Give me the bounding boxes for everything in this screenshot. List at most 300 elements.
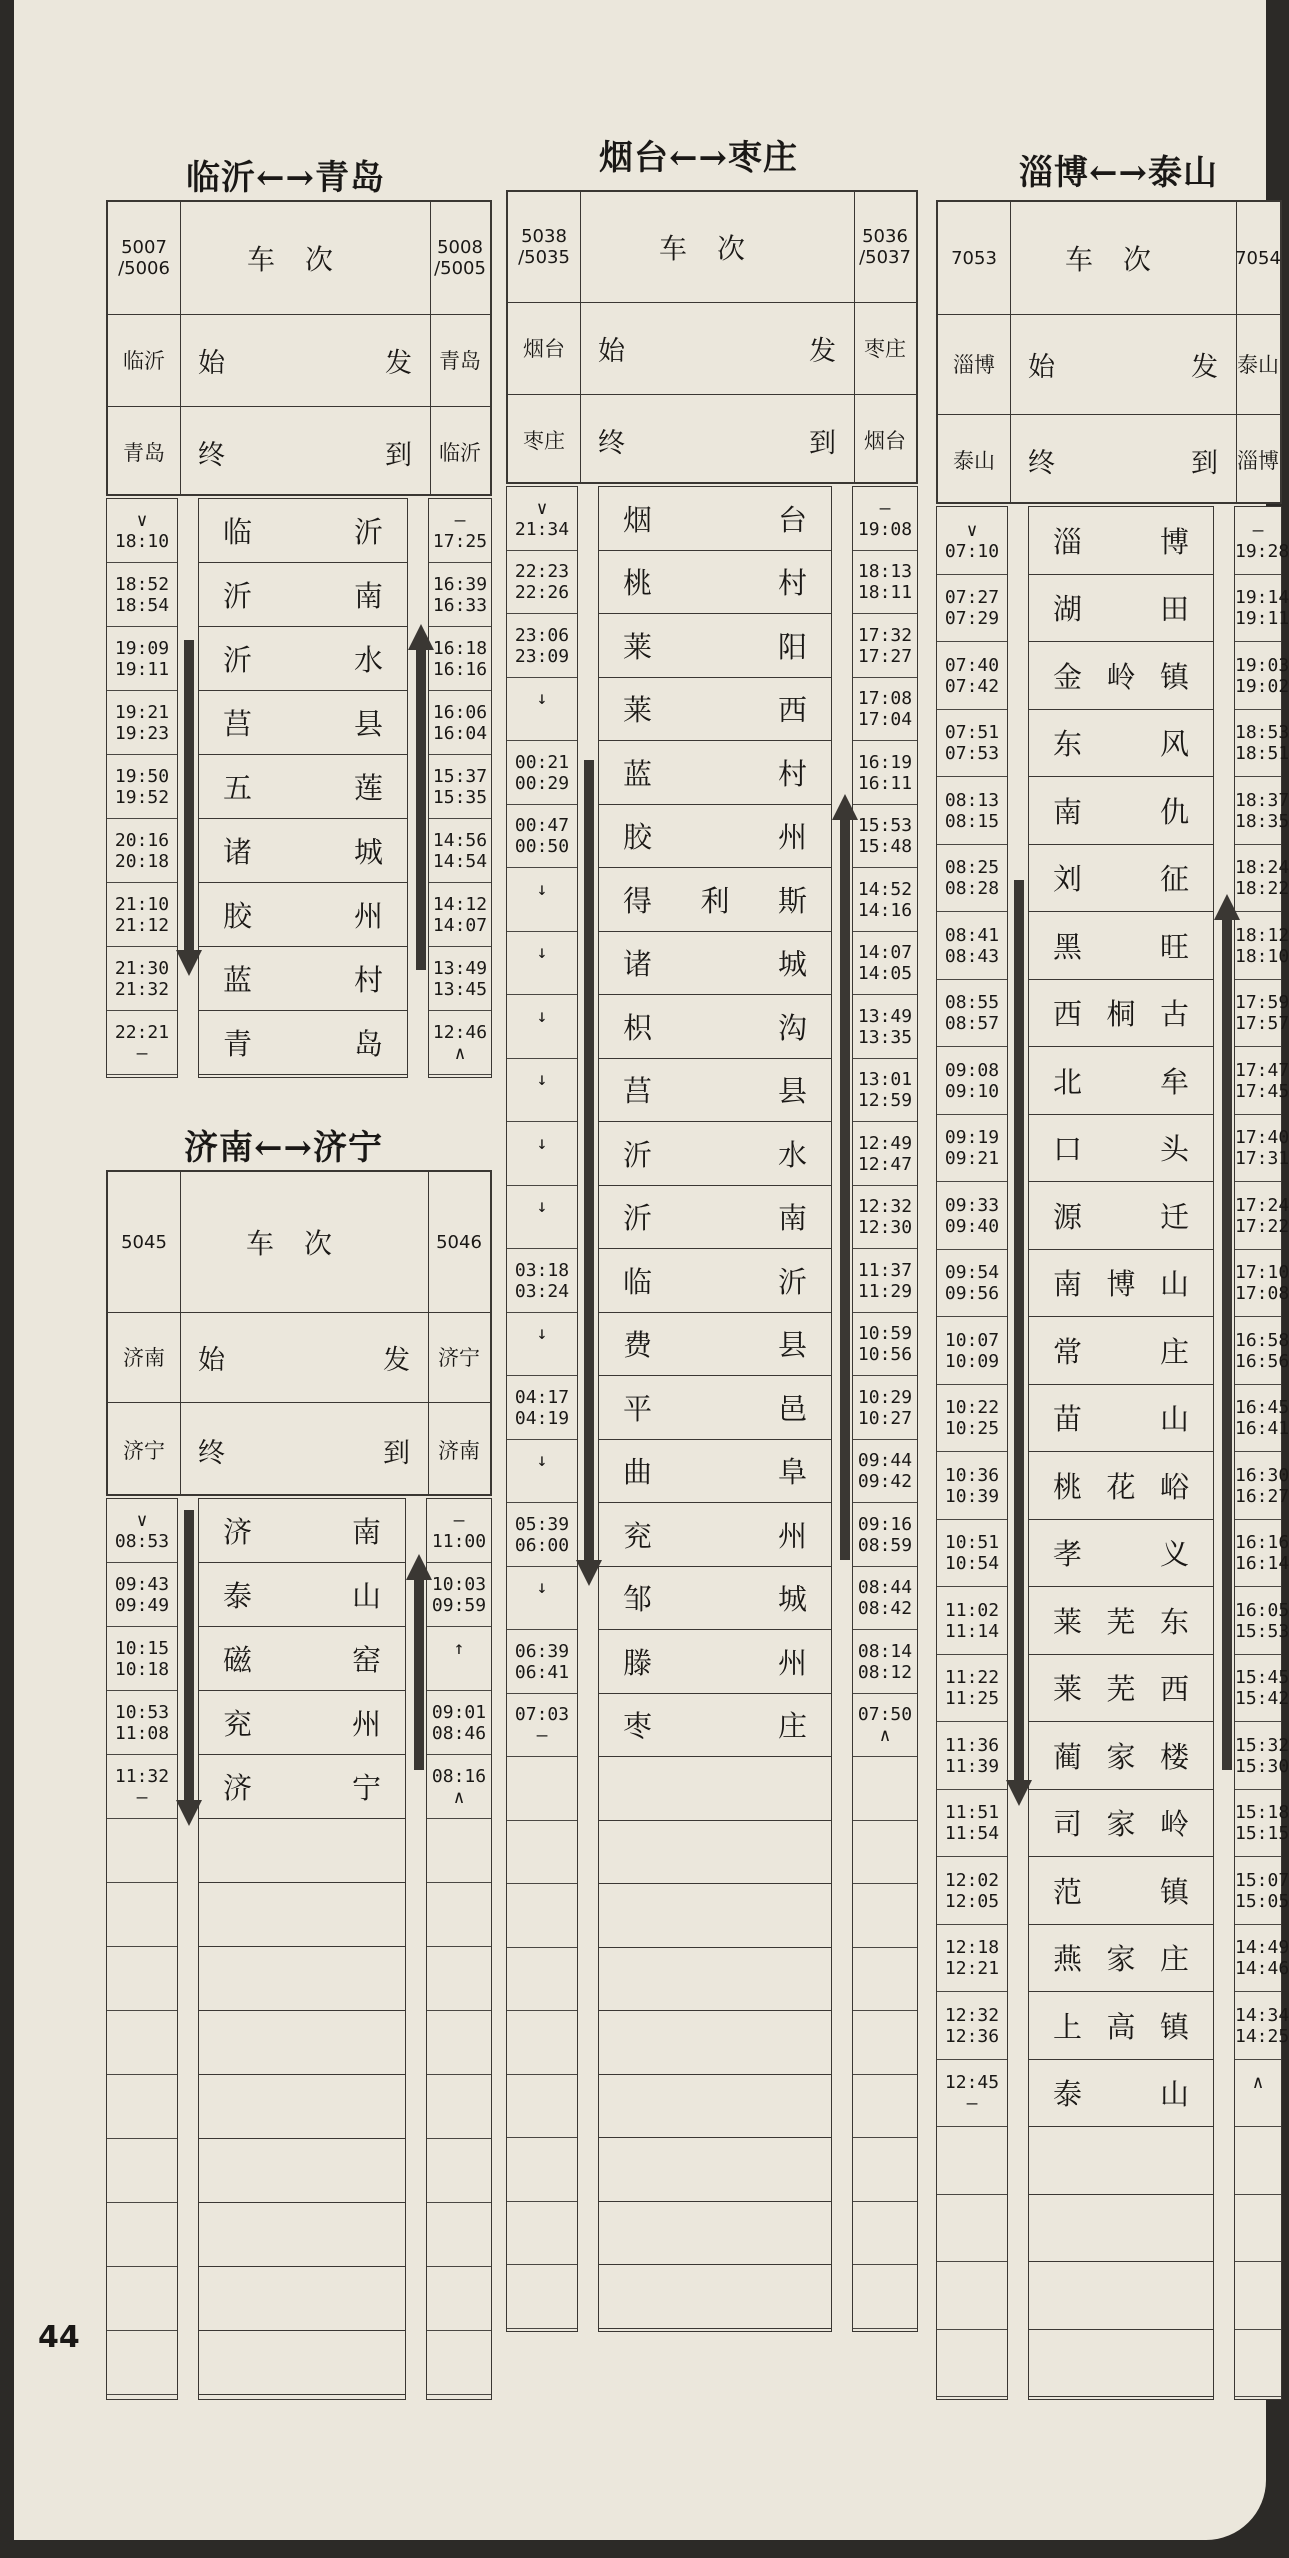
destination-right-station: 临沂 <box>439 441 481 465</box>
right-train-number: 5046 <box>436 1231 482 1253</box>
left-time-cell: 10:15 10:18 <box>107 1627 177 1691</box>
arrow-head-icon <box>832 794 858 820</box>
station-name-char: 孝 <box>1053 1537 1083 1572</box>
destination-label-char: 终 <box>198 439 225 471</box>
station-name-char: 征 <box>1159 862 1189 897</box>
station-范镇 <box>1029 1857 1213 1925</box>
left-time-cell <box>507 1757 577 1821</box>
station-name-char: 范 <box>1053 1874 1083 1909</box>
right-time-cell <box>427 2331 491 2395</box>
right-time-cell: 09:01 08:46 <box>427 1691 491 1755</box>
destination-label-char: 到 <box>809 427 836 459</box>
station-cell <box>199 2139 405 2203</box>
station-name-char: 上 <box>1053 2009 1083 2044</box>
station-name-char: 得 <box>623 883 653 918</box>
right-time-cell: 18:13 18:11 <box>853 551 917 615</box>
left-time-column <box>106 1498 178 2400</box>
right-time-cell <box>427 2011 491 2075</box>
station-name-char: 南 <box>1053 794 1083 829</box>
right-time-cell <box>853 2138 917 2202</box>
station-name-char: 沂 <box>623 1201 653 1236</box>
station-name-char: 邹 <box>623 1582 653 1617</box>
station-name-char: 水 <box>353 643 383 677</box>
station-name-char: 桃 <box>1053 1469 1083 1504</box>
station-name-char: 蓝 <box>623 756 653 791</box>
right-time-cell: ↑ <box>427 1627 491 1691</box>
right-time-cell: 17:47 17:45 <box>1235 1047 1281 1115</box>
station-name-char: 枳 <box>623 1010 653 1045</box>
left-time-cell: 20:16 20:18 <box>107 819 177 883</box>
left-time-cell: 19:50 19:52 <box>107 755 177 819</box>
station-name-char: 阳 <box>777 629 807 664</box>
left-train-number: 5038 /5035 <box>518 226 570 268</box>
arrow-head-icon <box>1006 1780 1032 1806</box>
arrow-head-icon <box>576 1560 602 1586</box>
right-time-cell <box>427 1819 491 1883</box>
station-cell <box>199 1819 405 1883</box>
destination-label-char: 到 <box>385 439 412 471</box>
right-time-cell: 16:45 16:41 <box>1235 1385 1281 1453</box>
station-口头 <box>1029 1115 1213 1183</box>
left-time-cell <box>937 2262 1007 2330</box>
origin-label-char: 发 <box>383 1344 410 1376</box>
left-time-cell: 07:27 07:29 <box>937 575 1007 643</box>
right-time-cell: 12:32 12:30 <box>853 1186 917 1250</box>
station-name-char: 司 <box>1053 1807 1083 1842</box>
right-time-cell: 10:59 10:56 <box>853 1313 917 1377</box>
station-name-char: 磁 <box>223 1643 253 1677</box>
station-name-char: 峪 <box>1159 1469 1189 1504</box>
right-time-cell: 14:34 14:25 <box>1235 1992 1281 2060</box>
right-time-cell <box>427 2075 491 2139</box>
right-time-cell: 17:59 17:57 <box>1235 980 1281 1048</box>
left-time-cell: ↓ <box>507 932 577 996</box>
left-time-cell: 12:32 12:36 <box>937 1992 1007 2060</box>
left-time-cell: 12:45 – <box>937 2060 1007 2128</box>
station-name-char: 山 <box>1159 2077 1189 2112</box>
station-蓝村 <box>199 947 407 1011</box>
station-name-char: 利 <box>700 883 730 918</box>
origin-right-station: 泰山 <box>1237 353 1279 377</box>
left-time-cell <box>507 1948 577 2012</box>
station-cell <box>199 1883 405 1947</box>
station-name-char: 庄 <box>1159 1334 1189 1369</box>
section-title: 淄博←→泰山 <box>1019 153 1218 193</box>
station-name-char: 西 <box>1053 997 1083 1032</box>
left-time-cell <box>507 1884 577 1948</box>
station-莒县 <box>199 691 407 755</box>
timetable-header <box>506 190 918 484</box>
right-time-cell: 12:46 ∧ <box>429 1011 491 1075</box>
right-time-cell: 16:18 16:16 <box>429 627 491 691</box>
station-南博山 <box>1029 1250 1213 1318</box>
station-name-char: 家 <box>1106 1942 1136 1977</box>
station-name-char: 南 <box>1053 1267 1083 1302</box>
right-time-cell: 17:08 17:04 <box>853 678 917 742</box>
right-train-number: 5008 /5005 <box>434 237 486 279</box>
left-time-cell <box>937 2195 1007 2263</box>
station-name-char: 牟 <box>1159 1064 1189 1099</box>
station-name-char: 州 <box>777 1645 807 1680</box>
right-time-cell: 13:01 12:59 <box>853 1059 917 1123</box>
station-cell <box>199 2331 405 2395</box>
origin-label-char: 发 <box>385 347 412 379</box>
station-name-char: 西 <box>1159 1672 1189 1707</box>
left-time-cell <box>937 2330 1007 2398</box>
left-time-cell <box>507 2265 577 2329</box>
left-time-cell: 11:36 11:39 <box>937 1722 1007 1790</box>
station-name-char: 胶 <box>623 820 653 855</box>
left-time-cell: 08:25 08:28 <box>937 845 1007 913</box>
station-源迁 <box>1029 1182 1213 1250</box>
station-name-char: 山 <box>1159 1402 1189 1437</box>
right-time-cell <box>1235 2262 1281 2330</box>
station-name-char: 诸 <box>223 835 253 869</box>
left-time-cell: 07:51 07:53 <box>937 710 1007 778</box>
right-time-cell: 17:24 17:22 <box>1235 1182 1281 1250</box>
right-time-cell: 17:10 17:08 <box>1235 1250 1281 1318</box>
origin-label-char: 始 <box>598 335 625 367</box>
station-cell <box>599 1948 831 2012</box>
station-cell <box>199 2075 405 2139</box>
station-name-char: 兖 <box>223 1707 253 1741</box>
station-name-char: 州 <box>353 899 383 933</box>
station-name-char: 泰 <box>223 1579 253 1613</box>
station-name-char: 金 <box>1053 659 1083 694</box>
station-平邑 <box>599 1376 831 1440</box>
left-time-cell: ↓ <box>507 1122 577 1186</box>
timetable-header <box>106 200 492 496</box>
left-time-cell: 03:18 03:24 <box>507 1249 577 1313</box>
station-cell <box>1029 2262 1213 2330</box>
right-time-cell <box>853 2075 917 2139</box>
right-time-column <box>426 1498 492 2400</box>
station-name-char: 古 <box>1159 997 1189 1032</box>
left-time-cell: 09:08 09:10 <box>937 1047 1007 1115</box>
right-time-cell: 15:37 15:35 <box>429 755 491 819</box>
station-name-char: 县 <box>353 707 383 741</box>
right-time-cell <box>853 2011 917 2075</box>
left-time-cell: 19:21 19:23 <box>107 691 177 755</box>
train-number-label: 车次 <box>658 232 775 265</box>
station-桃村 <box>599 551 831 615</box>
right-time-cell: – 11:00 <box>427 1499 491 1563</box>
station-column <box>598 486 832 2332</box>
right-time-cell <box>427 2203 491 2267</box>
origin-label <box>1010 314 1236 414</box>
station-name-char: 迁 <box>1159 1199 1189 1234</box>
right-time-cell: 18:24 18:22 <box>1235 845 1281 913</box>
station-name-char: 五 <box>223 771 253 805</box>
destination-label-char: 终 <box>1028 447 1055 479</box>
destination-left-station: 泰山 <box>953 449 995 473</box>
station-cell <box>599 2202 831 2266</box>
destination-label-char: 到 <box>383 1437 410 1469</box>
right-time-cell <box>1235 2195 1281 2263</box>
station-name-char: 斯 <box>777 883 807 918</box>
right-time-column <box>428 498 492 1078</box>
station-name-char: 平 <box>623 1391 653 1426</box>
left-time-cell: 06:39 06:41 <box>507 1630 577 1694</box>
station-name-char: 义 <box>1159 1537 1189 1572</box>
left-time-cell <box>107 2011 177 2075</box>
station-济宁 <box>199 1755 405 1819</box>
station-name-char: 岭 <box>1106 659 1136 694</box>
station-name-char: 芜 <box>1106 1604 1136 1639</box>
destination-label <box>180 406 430 498</box>
station-name-char: 庄 <box>777 1709 807 1744</box>
station-cell <box>599 1757 831 1821</box>
right-time-cell: – 19:28 <box>1235 507 1281 575</box>
origin-left-station: 淄博 <box>953 353 995 377</box>
right-time-cell <box>427 2267 491 2331</box>
destination-label <box>180 1402 428 1498</box>
train-number-label: 车次 <box>1064 243 1181 276</box>
left-time-cell: 04:17 04:19 <box>507 1376 577 1440</box>
station-name-char: 莱 <box>1053 1604 1083 1639</box>
origin-right-station: 枣庄 <box>864 337 906 361</box>
station-name-char: 莱 <box>623 693 653 728</box>
left-time-cell: ∨ 21:34 <box>507 487 577 551</box>
station-枣庄 <box>599 1694 831 1758</box>
right-time-cell <box>853 1821 917 1885</box>
left-time-cell: 09:54 09:56 <box>937 1250 1007 1318</box>
left-time-cell: 10:51 10:54 <box>937 1520 1007 1588</box>
left-time-cell: 10:07 10:09 <box>937 1317 1007 1385</box>
right-time-cell: 08:44 08:42 <box>853 1567 917 1631</box>
right-time-column <box>852 486 918 2332</box>
station-name-char: 泰 <box>1053 2077 1083 2112</box>
station-五莲 <box>199 755 407 819</box>
station-常庄 <box>1029 1317 1213 1385</box>
left-time-cell: 11:51 11:54 <box>937 1790 1007 1858</box>
station-上高镇 <box>1029 1992 1213 2060</box>
right-train-number: 5036 /5037 <box>859 226 911 268</box>
station-name-char: 烟 <box>623 502 653 537</box>
origin-left-station: 临沂 <box>123 349 165 373</box>
station-name-char: 县 <box>777 1328 807 1363</box>
origin-label-char: 始 <box>1028 351 1055 383</box>
left-time-cell <box>107 1883 177 1947</box>
right-time-cell: 13:49 13:45 <box>429 947 491 1011</box>
right-time-cell: 14:56 14:54 <box>429 819 491 883</box>
left-time-cell: ↓ <box>507 868 577 932</box>
right-time-cell: 08:16 ∧ <box>427 1755 491 1819</box>
right-time-cell: 16:05 15:53 <box>1235 1587 1281 1655</box>
left-time-cell <box>107 2203 177 2267</box>
station-黑旺 <box>1029 912 1213 980</box>
station-name-char: 州 <box>777 820 807 855</box>
left-time-cell: 00:47 00:50 <box>507 805 577 869</box>
left-time-cell: ↓ <box>507 1186 577 1250</box>
downward-direction-arrow <box>184 1510 194 1800</box>
right-time-cell: 15:45 15:42 <box>1235 1655 1281 1723</box>
left-time-cell <box>507 2011 577 2075</box>
destination-label-char: 终 <box>598 427 625 459</box>
right-time-cell: 14:07 14:05 <box>853 932 917 996</box>
station-cell <box>599 1821 831 1885</box>
right-time-cell: 14:52 14:16 <box>853 868 917 932</box>
station-name-char: 沂 <box>223 579 253 613</box>
right-train-number: 7054 <box>1235 247 1281 269</box>
station-诸城 <box>199 819 407 883</box>
station-name-char: 桃 <box>623 566 653 601</box>
section-title: 济南←→济宁 <box>184 1128 383 1168</box>
right-time-column <box>1234 506 1289 2400</box>
station-name-char: 风 <box>1159 727 1189 762</box>
destination-label <box>1010 414 1236 506</box>
left-time-cell <box>507 2202 577 2266</box>
station-曲阜 <box>599 1440 831 1504</box>
station-烟台 <box>599 487 831 551</box>
left-time-cell: 21:10 21:12 <box>107 883 177 947</box>
left-time-cell: 09:43 09:49 <box>107 1563 177 1627</box>
station-name-char: 沂 <box>623 1137 653 1172</box>
station-name-char: 家 <box>1106 1739 1136 1774</box>
origin-right-station: 济宁 <box>438 1346 480 1370</box>
station-column <box>198 1498 406 2400</box>
station-沂水 <box>599 1122 831 1186</box>
right-time-cell: 18:37 18:35 <box>1235 777 1281 845</box>
left-time-cell <box>507 2075 577 2139</box>
page-number: 44 <box>38 2320 80 2355</box>
right-time-cell <box>1235 2127 1281 2195</box>
station-name-char: 邑 <box>777 1391 807 1426</box>
left-time-column <box>106 498 178 1078</box>
origin-label <box>580 302 854 394</box>
station-name-char: 滕 <box>623 1645 653 1680</box>
right-time-cell: 15:32 15:30 <box>1235 1722 1281 1790</box>
origin-left-station: 济南 <box>123 1346 165 1370</box>
right-time-cell <box>853 2202 917 2266</box>
left-time-cell: 09:19 09:21 <box>937 1115 1007 1183</box>
right-time-cell: – 17:25 <box>429 499 491 563</box>
station-name-char: 枣 <box>623 1709 653 1744</box>
station-name-char: 东 <box>1053 727 1083 762</box>
destination-right-station: 淄博 <box>1237 449 1279 473</box>
right-time-cell: 16:16 16:14 <box>1235 1520 1281 1588</box>
arrow-head-icon <box>176 1800 202 1826</box>
station-苗山 <box>1029 1385 1213 1453</box>
left-time-cell: 18:52 18:54 <box>107 563 177 627</box>
station-北牟 <box>1029 1047 1213 1115</box>
left-time-cell: 19:09 19:11 <box>107 627 177 691</box>
downward-direction-arrow <box>184 640 194 950</box>
left-time-column <box>936 506 1008 2400</box>
left-time-cell: 00:21 00:29 <box>507 741 577 805</box>
right-time-cell: 10:03 09:59 <box>427 1563 491 1627</box>
left-time-cell <box>107 1819 177 1883</box>
station-name-char: 常 <box>1053 1334 1083 1369</box>
station-name-char: 阜 <box>777 1455 807 1490</box>
station-name-char: 镇 <box>1159 2009 1189 2044</box>
left-time-cell: 11:02 11:14 <box>937 1587 1007 1655</box>
right-time-cell <box>853 1948 917 2012</box>
station-name-char: 济 <box>223 1771 253 1805</box>
station-name-char: 桐 <box>1106 997 1136 1032</box>
station-name-char: 岛 <box>353 1027 383 1061</box>
station-name-char: 淄 <box>1053 524 1083 559</box>
right-time-cell <box>853 1757 917 1821</box>
right-time-cell: ∧ <box>1235 2060 1281 2128</box>
right-time-cell <box>427 1947 491 2011</box>
right-time-cell: 11:37 11:29 <box>853 1249 917 1313</box>
station-cell <box>599 2075 831 2139</box>
left-time-cell: 12:18 12:21 <box>937 1925 1007 1993</box>
left-train-number: 5045 <box>121 1231 167 1253</box>
station-name-char: 楼 <box>1159 1739 1189 1774</box>
station-cell <box>199 2203 405 2267</box>
destination-label-char: 到 <box>1191 447 1218 479</box>
station-cell <box>199 2267 405 2331</box>
station-name-char: 刘 <box>1053 862 1083 897</box>
station-南仇 <box>1029 777 1213 845</box>
station-泰山 <box>1029 2060 1213 2128</box>
left-time-cell <box>107 2139 177 2203</box>
station-name-char: 莱 <box>623 629 653 664</box>
station-name-char: 燕 <box>1053 1942 1083 1977</box>
station-name-char: 城 <box>353 835 383 869</box>
station-滕州 <box>599 1630 831 1694</box>
right-time-cell: 14:49 14:46 <box>1235 1925 1281 1993</box>
station-name-char: 曲 <box>623 1455 653 1490</box>
station-燕家庄 <box>1029 1925 1213 1993</box>
station-name-char: 仇 <box>1159 794 1189 829</box>
station-沂南 <box>599 1186 831 1250</box>
origin-label <box>180 314 430 406</box>
left-time-cell: 12:02 12:05 <box>937 1857 1007 1925</box>
train-number-label: 车次 <box>245 1227 362 1260</box>
station-name-char: 济 <box>223 1515 253 1549</box>
left-time-cell <box>107 2331 177 2395</box>
destination-right-station: 济南 <box>438 1439 480 1463</box>
origin-label-char: 发 <box>1191 351 1218 383</box>
station-name-char: 家 <box>1106 1807 1136 1842</box>
station-column <box>198 498 408 1078</box>
origin-right-station: 青岛 <box>439 349 481 373</box>
station-沂水 <box>199 627 407 691</box>
left-train-number: 5007 /5006 <box>118 237 170 279</box>
station-name-char: 水 <box>777 1137 807 1172</box>
left-train-number: 7053 <box>951 247 997 269</box>
left-time-cell: 10:22 10:25 <box>937 1385 1007 1453</box>
left-time-cell: ↓ <box>507 995 577 1059</box>
station-name-char: 窑 <box>351 1643 381 1677</box>
station-name-char: 源 <box>1053 1199 1083 1234</box>
station-name-char: 湖 <box>1053 592 1083 627</box>
station-cell <box>199 2011 405 2075</box>
left-time-cell: 11:22 11:25 <box>937 1655 1007 1723</box>
left-time-cell: ↓ <box>507 1059 577 1123</box>
station-name-char: 南 <box>351 1515 381 1549</box>
station-name-char: 镇 <box>1159 1874 1189 1909</box>
right-time-cell: 18:12 18:10 <box>1235 912 1281 980</box>
station-费县 <box>599 1313 831 1377</box>
right-time-cell: 15:53 15:48 <box>853 805 917 869</box>
right-time-cell <box>1235 2330 1281 2398</box>
left-time-cell: ∨ 08:53 <box>107 1499 177 1563</box>
left-time-cell: 23:06 23:09 <box>507 614 577 678</box>
station-name-char: 城 <box>777 947 807 982</box>
station-磁窑 <box>199 1627 405 1691</box>
station-临沂 <box>199 499 407 563</box>
station-name-char: 村 <box>777 756 807 791</box>
station-胶州 <box>199 883 407 947</box>
station-name-char: 沂 <box>223 643 253 677</box>
upward-direction-arrow <box>416 650 426 970</box>
station-name-char: 费 <box>623 1328 653 1363</box>
station-name-char: 苗 <box>1053 1402 1083 1437</box>
